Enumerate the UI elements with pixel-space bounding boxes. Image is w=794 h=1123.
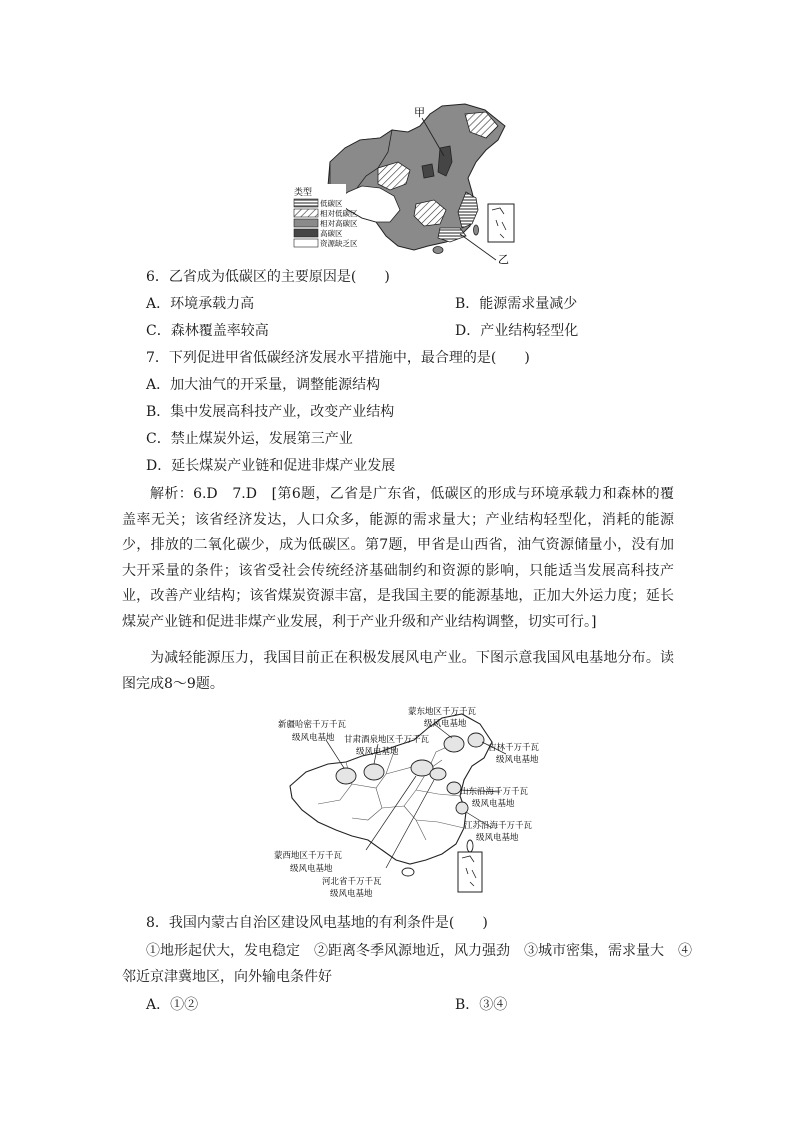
q8-choices-line-1: ①地形起伏大，发电稳定 ②距离冬季风源地近，风力强劲 ③城市密集，需求量大 ④ [146, 943, 692, 959]
q7-stem: 7．下列促进甲省低碳经济发展水平措施中，最合理的是( ) [146, 350, 530, 366]
map2-label-mengxi-2: 级风电基地 [290, 864, 333, 874]
map2-base-mengdong [444, 736, 464, 752]
q8-stem: 8．我国内蒙古自治区建设风电基地的有利条件是( ) [146, 915, 488, 931]
q7-option-b[interactable]: B．集中发展高科技产业，改变产业结构 [146, 404, 395, 420]
map2-south-sea-inset [458, 852, 482, 892]
q7-option-a[interactable]: A．加大油气的开采量，调整能源结构 [146, 377, 381, 393]
map2-hainan [402, 868, 414, 876]
map2-label-mengxi-1: 蒙西地区千万千瓦 [274, 851, 343, 861]
q6-stem: 6．乙省成为低碳区的主要原因是( ) [146, 269, 390, 285]
map2-label-jiangsu-1: 江苏沿海千万千瓦 [464, 821, 533, 831]
q7-option-d[interactable]: D．延长煤炭产业链和促进非煤产业发展 [146, 458, 396, 474]
legend-swatch-resource-poor [294, 239, 318, 247]
map2-label-jilin-1: 吉林千万千瓦 [488, 743, 540, 753]
q6-option-b[interactable]: B．能源需求量减少 [455, 296, 578, 312]
map2-label-shandong-2: 级风电基地 [472, 799, 515, 809]
map2-label-gansu-2: 级风电基地 [356, 747, 399, 757]
q7-option-c[interactable]: C．禁止煤炭外运，发展第三产业 [146, 431, 353, 447]
legend-swatch-high-carbon [294, 229, 318, 237]
map2-label-hebei-1: 河北省千万千瓦 [322, 877, 382, 887]
legend-swatch-relative-high-carbon [294, 219, 318, 227]
map2-base-jilin [468, 733, 484, 747]
legend-label-relative-low-carbon: 相对低碳区 [320, 209, 358, 218]
q8-option-b[interactable]: B．③④ [455, 997, 508, 1013]
carbon-region-map [290, 100, 520, 265]
wind-intro-paragraph: 为减轻能源压力，我国目前正在积极发展风电产业。下图示意我国风电基地分布。读图完成8～9题。 [122, 650, 674, 692]
map2-base-shandong [447, 782, 461, 794]
wind-power-base-map [266, 700, 566, 900]
map2-label-xinjiang-1: 新疆哈密千万千瓦 [278, 720, 347, 730]
map2-label-jiangsu-2: 级风电基地 [476, 833, 519, 843]
analysis-paragraph: 解析：6.D 7.D [第6题，乙省是广东省，低碳区的形成与环境承载力和森林的覆盖率无关；该省经济发达，人口众多，能源的需求量大；产业结构轻型化，消耗的能源少，排放的二氧化碳少，成为低碳区。第7题，甲省是山西省，油气资源储量小，没有加大开采量的条件；该省受社会传统经济基础制约和资源的影响，只能适当发展高科技产业，改善产业结构；该省煤炭资源丰富，是我国主要的能源基地，正加大外运力度；延长煤炭产业链和促进非煤产业发展，利于产业升级和产业结构调整，切实可行。] [122, 486, 674, 630]
map2-base-hebei [430, 768, 446, 780]
map1-high-carbon-2 [422, 164, 434, 178]
q8-choices-line-2: 邻近京津冀地区，向外输电条件好 [122, 969, 332, 985]
map2-label-mengdong-2: 级风电基地 [424, 719, 467, 729]
q8-option-a[interactable]: A．①② [146, 997, 199, 1013]
legend-label-resource-poor: 资源缺乏区 [320, 239, 358, 248]
map2-base-gansu [364, 764, 384, 780]
map1-hainan [433, 247, 443, 254]
map2-base-xinjiang [336, 768, 356, 784]
map2-label-jilin-2: 级风电基地 [496, 755, 539, 765]
q6-option-a[interactable]: A．环境承载力高 [146, 296, 255, 312]
map2-label-gansu-1: 甘肃酒泉地区千万千瓦 [344, 735, 430, 745]
q6-option-d[interactable]: D．产业结构轻型化 [455, 323, 579, 339]
map2-label-mengdong-1: 蒙东地区千万千瓦 [408, 707, 477, 717]
map2-label-xinjiang-2: 级风电基地 [292, 733, 335, 743]
legend-label-relative-high-carbon: 相对高碳区 [320, 219, 358, 228]
map1-label-jia: 甲 [414, 106, 425, 119]
map2-label-hebei-2: 级风电基地 [330, 889, 373, 899]
q6-option-c[interactable]: C．森林覆盖率较高 [146, 323, 269, 339]
map1-taiwan [474, 225, 479, 235]
map1-label-yi: 乙 [498, 253, 509, 265]
legend-swatch-relative-low-carbon [294, 209, 318, 217]
map2-label-shandong-1: 山东沿海千万千瓦 [460, 787, 529, 797]
legend-label-low-carbon: 低碳区 [320, 199, 343, 208]
map2-taiwan [467, 840, 473, 852]
map1-legend-title: 类型 [294, 188, 313, 198]
legend-swatch-low-carbon [294, 199, 318, 207]
legend-label-high-carbon: 高碳区 [320, 229, 343, 238]
